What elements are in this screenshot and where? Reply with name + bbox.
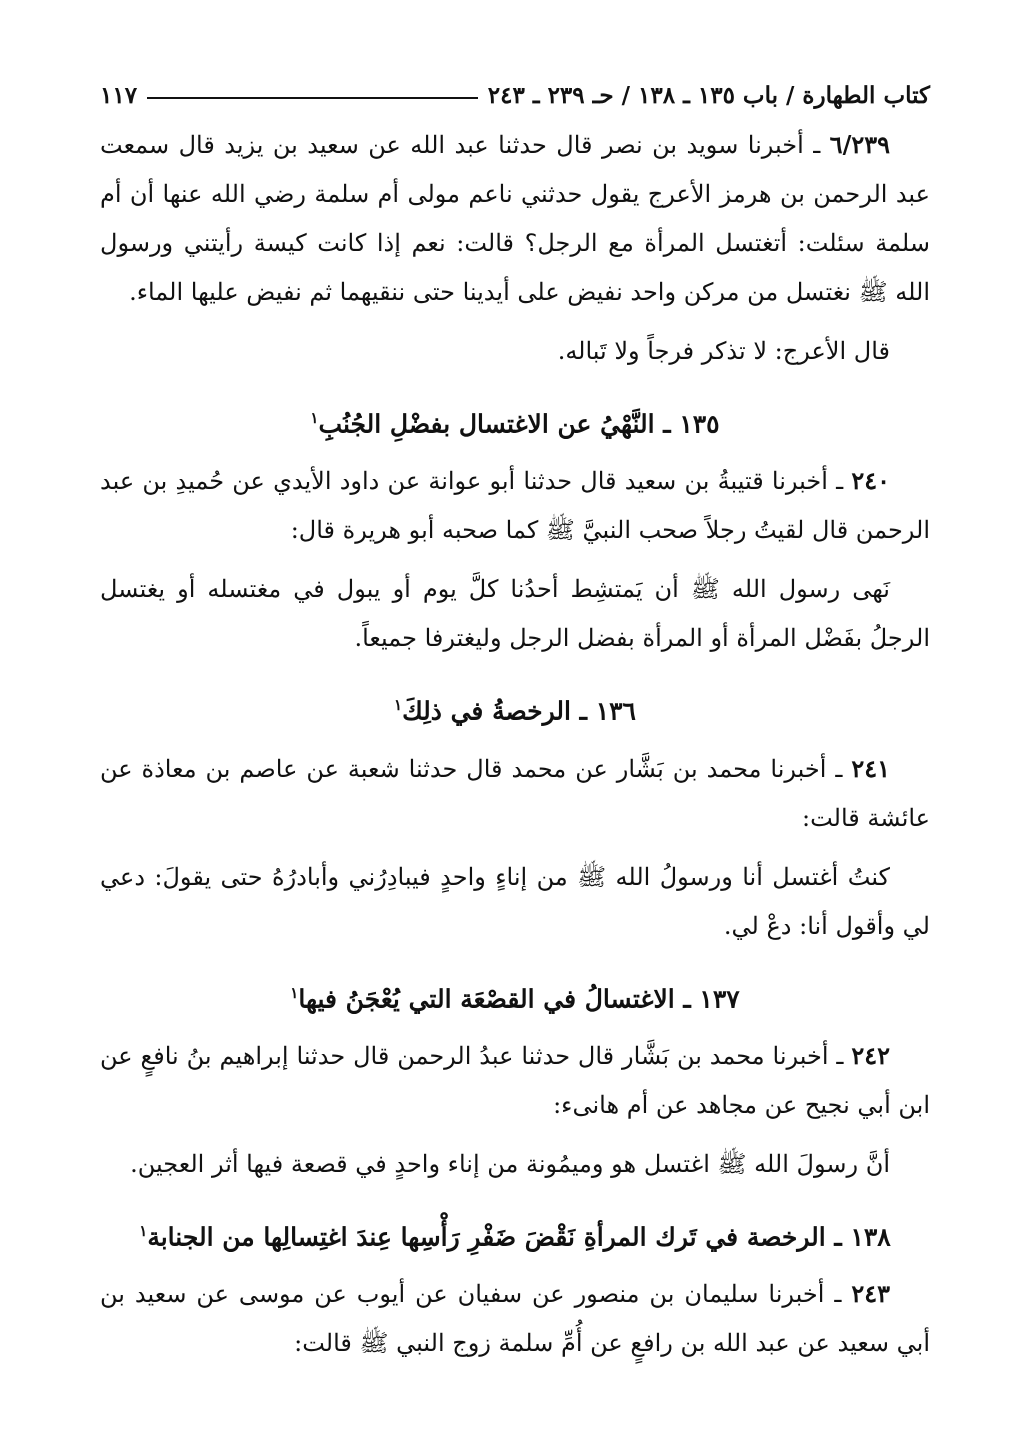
hadith-text: ـ أخبرنا محمد بن بَشَّار قال حدثنا عبدُ الرحمن قال حدثنا إبراهيم بنُ نافعٍ عن ابن أبي نجيح عن مجاهد عن أم هانىء: <box>100 1041 930 1119</box>
hadith-242-body: أنَّ رسولَ الله ﷺ اغتسل هو وميمُونة من إناء واحدٍ في قصعة فيها أثر العجين. <box>130 1149 890 1178</box>
header-rule <box>147 97 478 99</box>
hadith-241-body: كنتُ أغتسل أنا ورسولُ الله ﷺ من إناءٍ واحدٍ فيبادِرُني وأبادرُهُ حتى يقولَ: دعي لي وأقول أنا: دعْ لي. <box>100 862 930 940</box>
section-heading-138 <box>100 1211 930 1257</box>
section-title: ١٣٦ ـ الرخصةُ في ذلِكَ <box>402 696 636 726</box>
footnote-marker: ١ <box>139 1221 148 1240</box>
page-number: ١١٧ <box>100 81 138 109</box>
hadith-240 <box>100 456 930 555</box>
footnote-marker: ١ <box>394 696 403 715</box>
section-title: ١٣٧ ـ الاغتسالُ في القصْعَة التي يُعْجَنُ فيها <box>298 983 740 1013</box>
hadith-240-body: نَهى رسول الله ﷺ أن يَمتشِط أحدُنا كلَّ يوم أو يبول في مغتسله أو يغتسل الرجلُ بفَضْل المرأة أو المرأة بفضل الرجل وليغترفا جميعاً. <box>100 575 930 653</box>
hadith-239 <box>100 120 930 317</box>
hadith-number: ٦/٢٣٩ <box>829 130 890 159</box>
page-header <box>100 78 930 112</box>
section-title: ١٣٨ ـ الرخصة في تَرك المرأةِ نَقْضَ ضَفْرِ رَأْسِها عِندَ اغتِسالِها من الجنابة <box>147 1222 891 1252</box>
hadith-number: ٢٤١ <box>851 753 890 783</box>
footnote-marker: ١ <box>290 983 299 1002</box>
hadith-number: ٢٤٢ <box>851 1040 890 1070</box>
hadith-239-note: قال الأعرج: لا تذكر فرجاً ولا تَباله. <box>557 337 890 365</box>
hadith-text: ـ أخبرنا محمد بن بَشَّار عن محمد قال حدثنا شعبة عن عاصم بن معاذة عن عائشة قالت: <box>100 754 930 832</box>
hadith-text: ـ أخبرنا سليمان بن منصور عن سفيان عن أيوب عن موسى عن سعيد بن أبي سعيد عن عبد الله بن رافعٍ عن أُمِّ سلمة زوج النبي ﷺ قالت: <box>100 1280 930 1358</box>
hadith-text: ـ أخبرنا سويد بن نصر قال حدثنا عبد الله عن سعيد بن يزيد قال سمعت عبد الرحمن بن هرمز الأعرج يقول حدثني ناعم مولى أم سلمة رضي الله عنها أن أم سلمة سئلت: أتغتسل المرأة مع الرجل؟ قالت: نعم إذا كانت كيسة رأيتني ورسول الله ﷺ نغتسل من مركن واحد نفيض على أيدينا حتى ننقيهما ثم نفيض عليها الماء. <box>100 131 930 306</box>
section-title: ١٣٥ ـ النَّهْيُ عن الاغتسال بفضْلِ الجُنُبِ <box>318 409 720 439</box>
hadith-241 <box>100 744 930 843</box>
footnote-marker: ١ <box>310 409 319 427</box>
section-heading-135 <box>100 398 930 444</box>
section-heading-137 <box>100 973 930 1019</box>
hadith-number: ٢٤٠ <box>851 466 890 496</box>
hadith-242 <box>100 1031 930 1130</box>
hadith-text: ـ أخبرنا قتيبةُ بن سعيد قال حدثنا أبو عوانة عن داود الأيدي عن حُميدِ بن عبد الرحمن قال لقيتُ رجلاً صحب النبيَّ ﷺ كما صحبه أبو هريرة قال: <box>100 467 930 545</box>
hadith-243 <box>100 1269 930 1368</box>
hadith-number: ٢٤٣ <box>851 1279 890 1309</box>
running-title: كتاب الطهارة / باب ١٣٥ ـ ١٣٨ / حـ ٢٣٩ ـ ٢٤٣ <box>487 81 930 109</box>
book-page <box>100 78 930 1368</box>
section-heading-136 <box>100 685 930 731</box>
